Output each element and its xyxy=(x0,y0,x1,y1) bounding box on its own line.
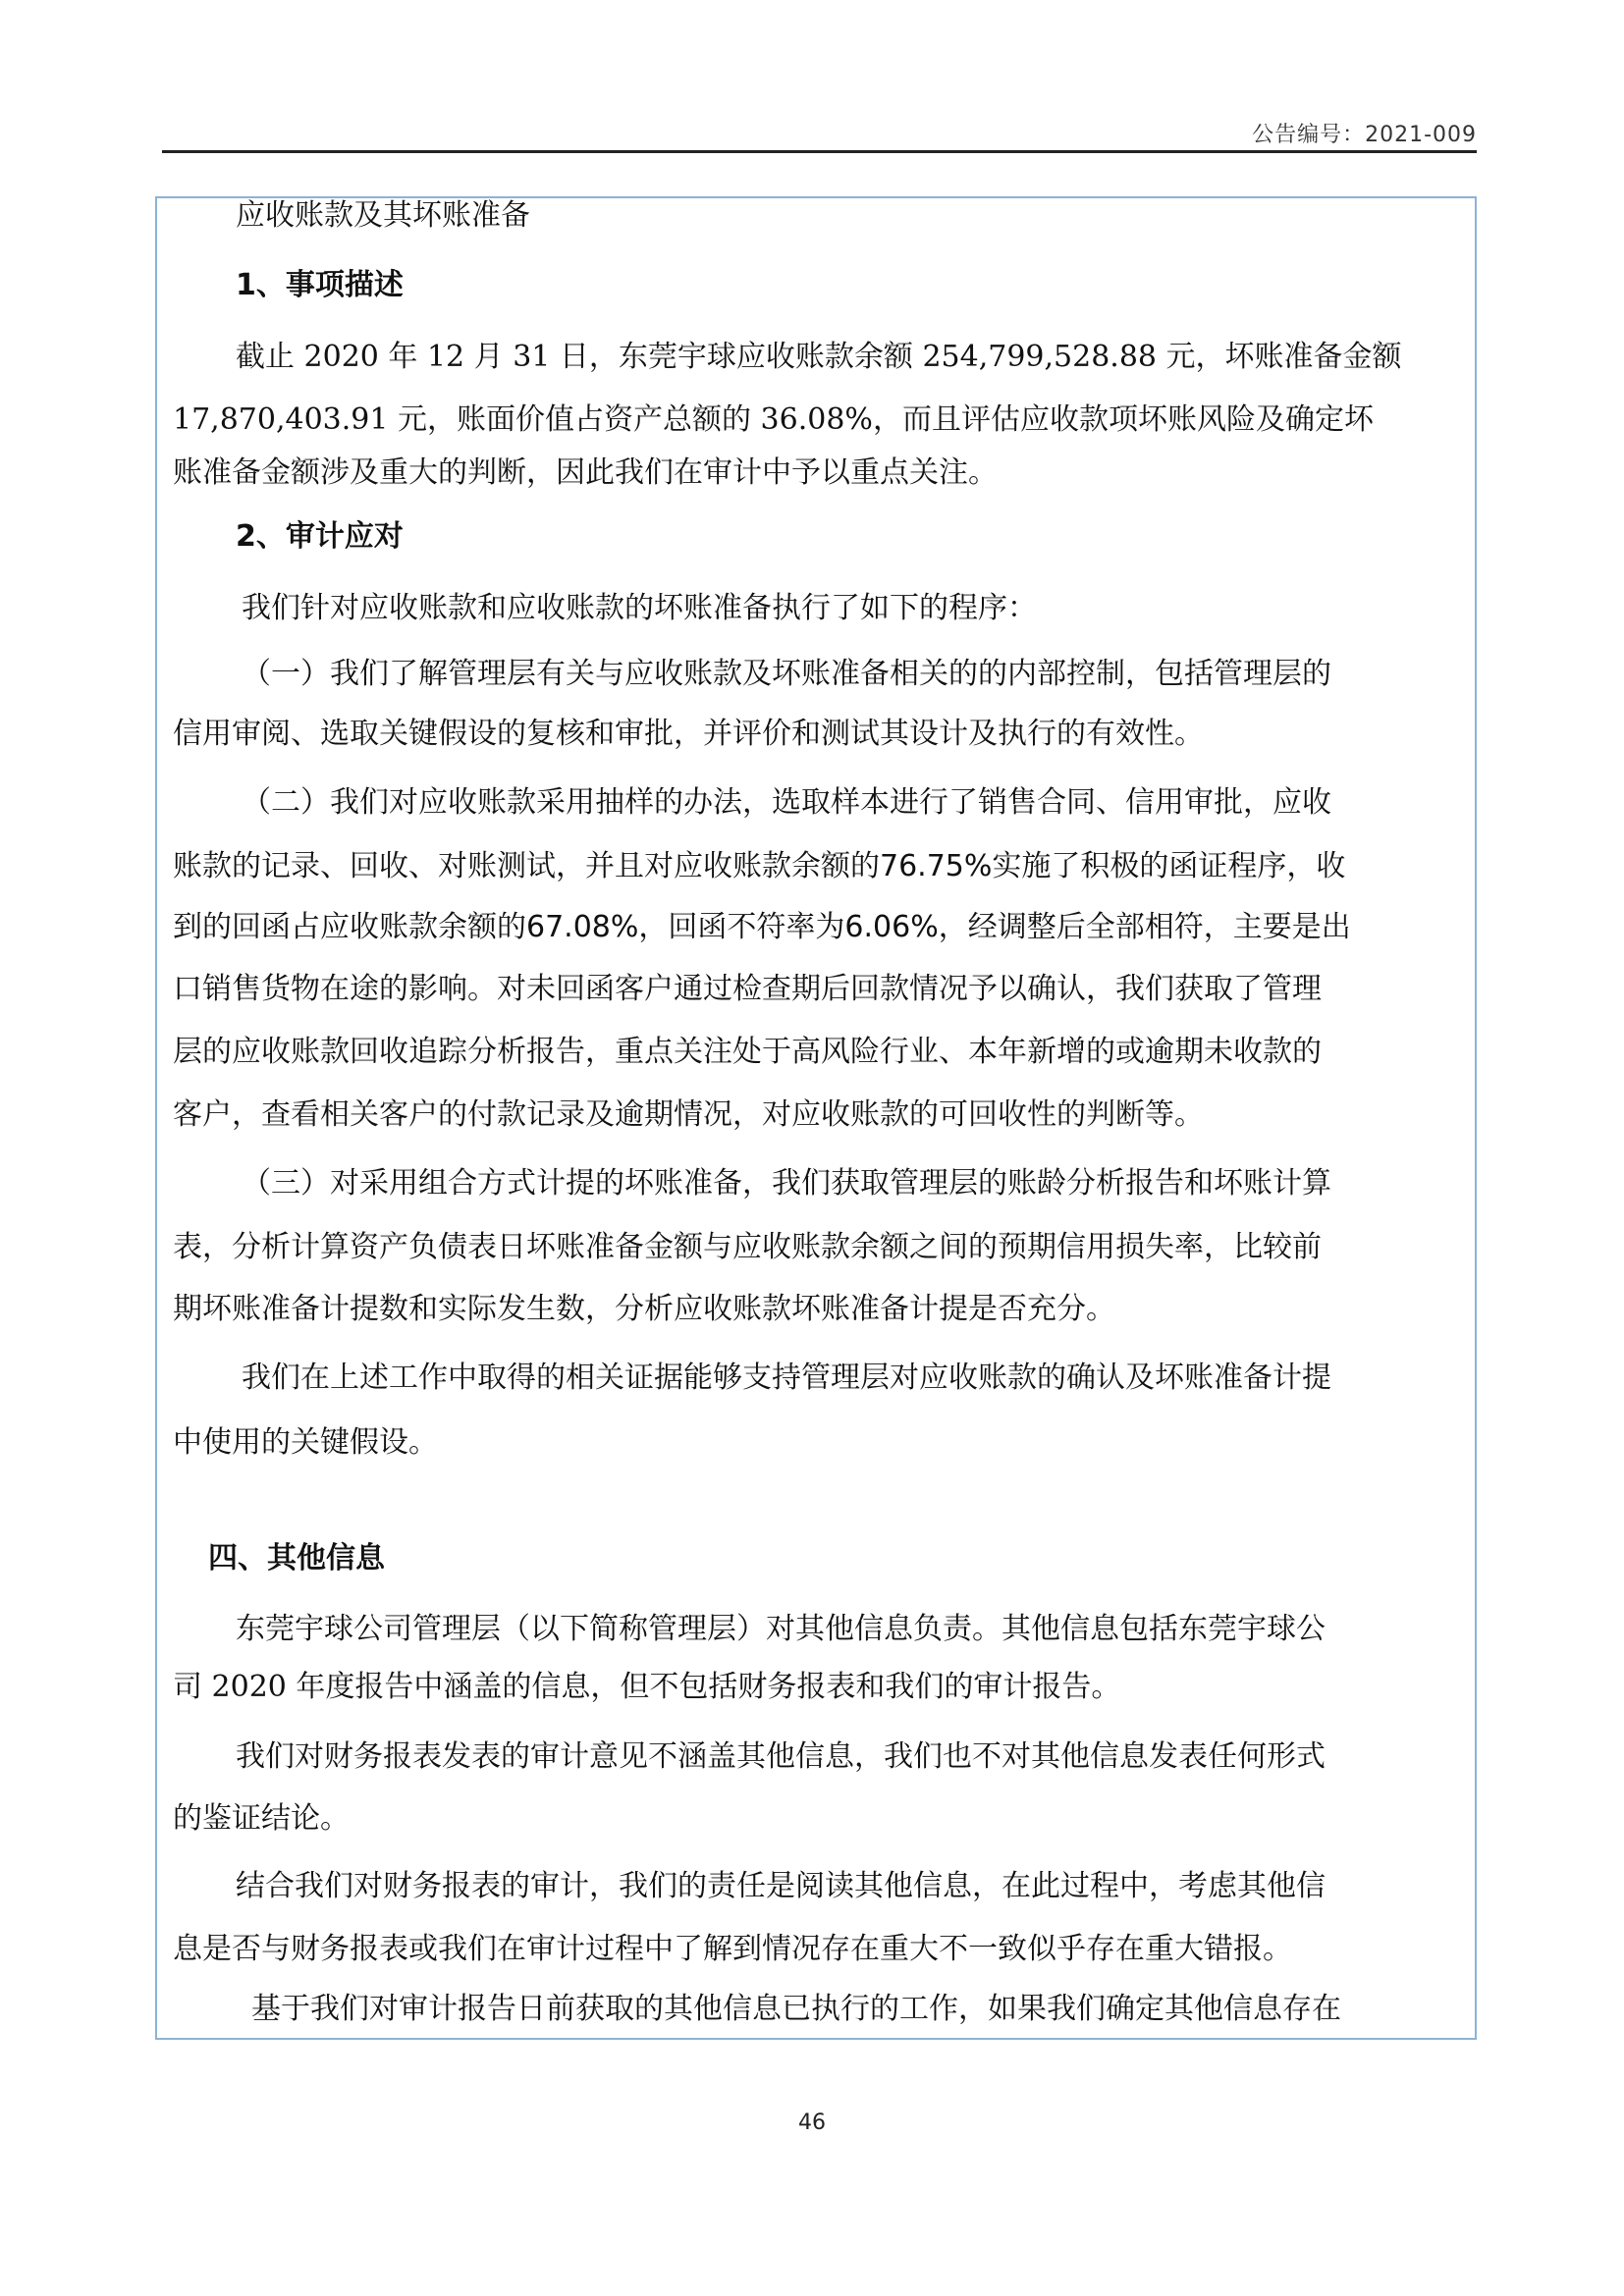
other-info-para3-line-2: 息是否与财务报表或我们在审计过程中了解到情况存在重大不一致似乎存在重大错报。 xyxy=(173,1932,1292,1966)
confirmation-coverage-percent: 76.75% xyxy=(880,849,993,883)
other-info-para1-line-2: 司 2020 年度报告中涵盖的信息，但不包括财务报表和我们的审计报告。 xyxy=(173,1670,1121,1704)
reply-ratio-percent: 67.08% xyxy=(526,910,639,944)
step3-line-3: 期坏账准备计提数和实际发生数，分析应收账款坏账准备计提是否充分。 xyxy=(173,1292,1115,1326)
announcement-number: 公告编号：2021-009 xyxy=(1252,123,1477,147)
step2-line-3 xyxy=(173,908,1351,947)
intro-line: 我们针对应收账款和应收账款的坏账准备执行了如下的程序： xyxy=(242,591,1037,625)
step3-line-1: （三）对采用组合方式计提的坏账准备，我们获取管理层的账龄分析报告和坏账计算 xyxy=(242,1166,1331,1201)
other-info-para3-line-1: 结合我们对财务报表的审计，我们的责任是阅读其他信息，在此过程中，考虑其他信 xyxy=(236,1869,1326,1903)
page-number: 46 xyxy=(798,2110,826,2135)
other-info-para4-line-1: 基于我们对审计报告日前获取的其他信息已执行的工作，如果我们确定其他信息存在 xyxy=(251,1992,1341,2026)
section-title: 应收账款及其坏账准备 xyxy=(236,198,530,233)
step2-line-2-after: 实施了积极的函证程序，收 xyxy=(992,849,1346,883)
step2-line-3-after: ，经调整后全部相符，主要是出 xyxy=(938,910,1351,944)
step1-line-2: 信用审阅、选取关键假设的复核和审批，并评价和测试其设计及执行的有效性。 xyxy=(173,717,1204,751)
step3-line-2: 表，分析计算资产负债表日坏账准备金额与应收账款余额之间的预期信用损失率，比较前 xyxy=(173,1230,1322,1264)
conclusion-line-1: 我们在上述工作中取得的相关证据能够支持管理层对应收账款的确认及坏账准备计提 xyxy=(242,1361,1331,1395)
step2-line-6: 客户，查看相关客户的付款记录及逾期情况，对应收账款的可回收性的判断等。 xyxy=(173,1097,1204,1132)
item2-heading: 2、审计应对 xyxy=(236,519,404,554)
other-info-heading: 四、其他信息 xyxy=(208,1541,385,1575)
header-rule xyxy=(162,150,1477,153)
step2-line-1: （二）我们对应收账款采用抽样的办法，选取样本进行了销售合同、信用审批，应收 xyxy=(242,785,1331,820)
item1-line-1: 截止 2020 年 12 月 31 日，东莞宇球应收账款余额 254,799,528.88 元，坏账准备金额 xyxy=(236,340,1402,374)
conclusion-line-2: 中使用的关键假设。 xyxy=(173,1425,438,1460)
item1-line-3: 账准备金额涉及重大的判断，因此我们在审计中予以重点关注。 xyxy=(173,455,998,490)
step2-line-4: 口销售货物在途的影响。对未回函客户通过检查期后回款情况予以确认，我们获取了管理 xyxy=(173,972,1322,1006)
step2-line-3-middle: ，回函不符率为 xyxy=(638,910,845,944)
other-info-para2-line-2: 的鉴证结论。 xyxy=(173,1801,350,1836)
step2-line-2 xyxy=(173,847,1345,886)
item1-heading: 1、事项描述 xyxy=(236,268,404,302)
step2-line-3-before: 到的回函占应收账款余额的 xyxy=(173,910,526,944)
step1-line-1: （一）我们了解管理层有关与应收账款及坏账准备相关的的内部控制，包括管理层的 xyxy=(242,657,1331,691)
other-info-para1-line-1: 东莞宇球公司管理层（以下简称管理层）对其他信息负责。其他信息包括东莞宇球公 xyxy=(236,1612,1326,1646)
other-info-para2-line-1: 我们对财务报表发表的审计意见不涵盖其他信息，我们也不对其他信息发表任何形式 xyxy=(236,1739,1326,1774)
item1-line-2: 17,870,403.91 元，账面价值占资产总额的 36.08%，而且评估应收款项坏账风险及确定坏 xyxy=(173,402,1374,437)
step2-line-2-before: 账款的记录、回收、对账测试，并且对应收账款余额的 xyxy=(173,849,880,883)
mismatch-rate-percent: 6.06% xyxy=(844,910,939,944)
step2-line-5: 层的应收账款回收追踪分析报告，重点关注处于高风险行业、本年新增的或逾期未收款的 xyxy=(173,1035,1322,1069)
